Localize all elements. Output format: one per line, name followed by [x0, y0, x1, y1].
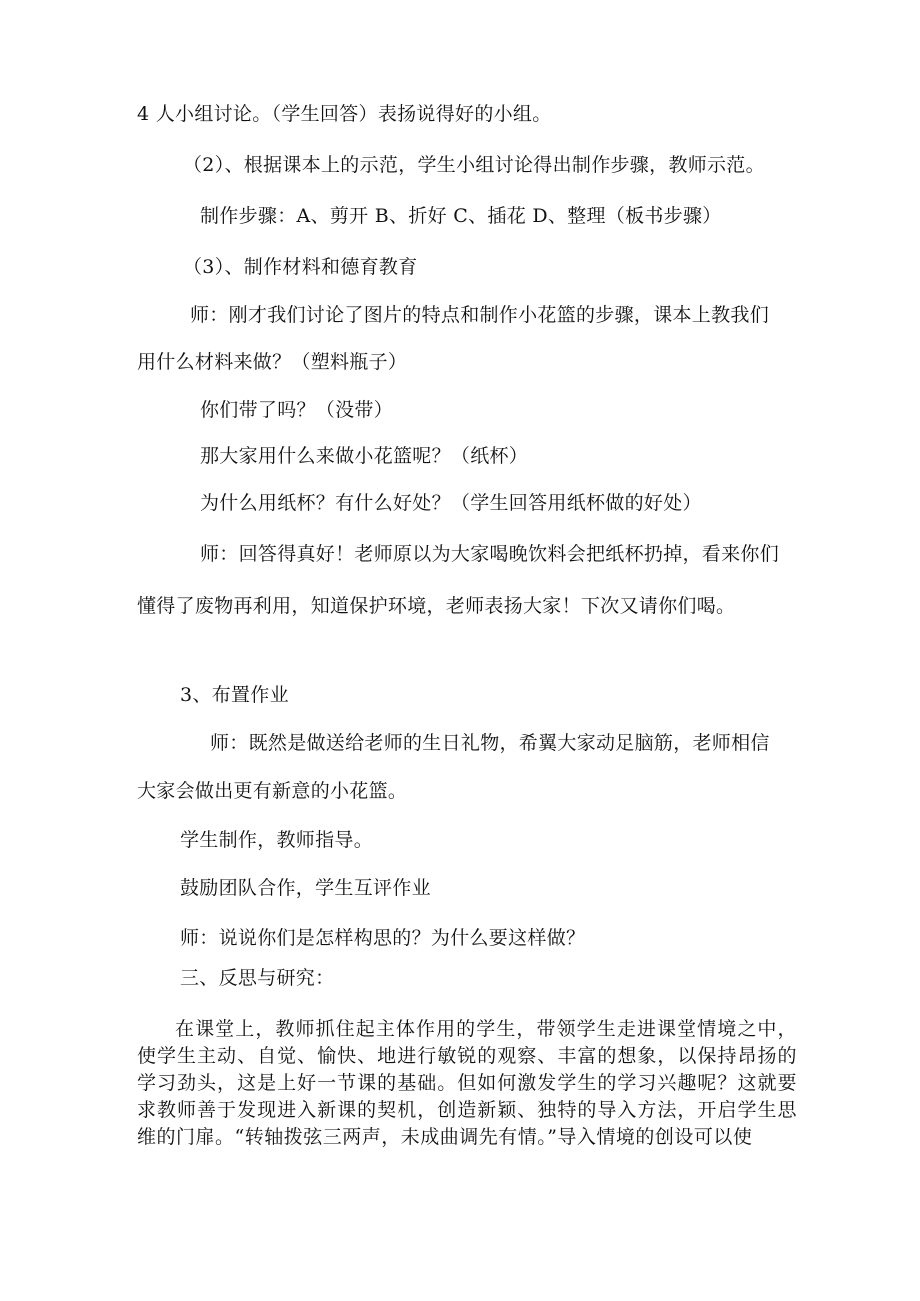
text-line-environment: 懂得了废物再利用，知道保护环境，老师表扬大家！下次又请你们喝。 — [137, 595, 736, 617]
text-line-production-steps: 制作步骤：A、剪开 B、折好 C、插花 D、整理（板书步骤） — [200, 205, 722, 227]
text-line-teacher-materials: 师：刚才我们讨论了图片的特点和制作小花篮的步骤，课本上教我们 — [190, 304, 770, 326]
text-line-what-to-use: 那大家用什么来做小花篮呢？（纸杯） — [200, 445, 529, 467]
text-line-teacher-praise: 师：回答得真好！老师原以为大家喝晚饮料会把纸杯扔掉，看来你们 — [200, 543, 780, 565]
text-line-student-making: 学生制作，教师指导。 — [180, 829, 374, 851]
text-line-creative-basket: 大家会做出更有新意的小花篮。 — [137, 780, 408, 802]
text-line-did-you-bring: 你们带了吗？（没带） — [200, 399, 394, 421]
text-line-why-paper-cup: 为什么用纸杯？有什么好处？（学生回答用纸杯做的好处） — [200, 492, 702, 514]
text-line-teamwork: 鼓励团队合作，学生互评作业 — [180, 877, 431, 899]
text-line-materials-answer: 用什么材料来做？（塑料瓶子） — [137, 351, 408, 373]
text-line-how-designed: 师：说说你们是怎样构思的？为什么要这样做？ — [180, 927, 586, 949]
section-heading-reflection: 三、反思与研究： — [180, 967, 335, 989]
text-line-step-3: （3）、制作材料和德育教育 — [183, 256, 418, 278]
text-line-step-2: （2）、根据课本上的示范，学生小组讨论得出制作步骤，教师示范。 — [183, 154, 765, 176]
text-line-group-discussion: 4 人小组讨论。（学生回答）表扬说得好的小组。 — [137, 103, 552, 125]
section-heading-homework: 3、布置作业 — [180, 684, 289, 706]
reflection-paragraph: 在课堂上，教师抓住起主体作用的学生，带领学生走进课堂情境之中，使学生主动、自觉、愉快、地进行敏锐的观察、丰富的想象，以保持昂扬的学习劲头，这是上好一节课的基础。但如何激发学生的学习兴趣呢？这就要求教师善于发现进入新课的契机，创造新颖、独特的导入方法，开启学生思维的门扉。“转轴拨弦三两声，未成曲调先有情。”导入情境的创设可以使 — [137, 1018, 797, 1148]
text-line-birthday-gift: 师：既然是做送给老师的生日礼物，希翼大家动足脑筋，老师相信 — [210, 732, 770, 754]
